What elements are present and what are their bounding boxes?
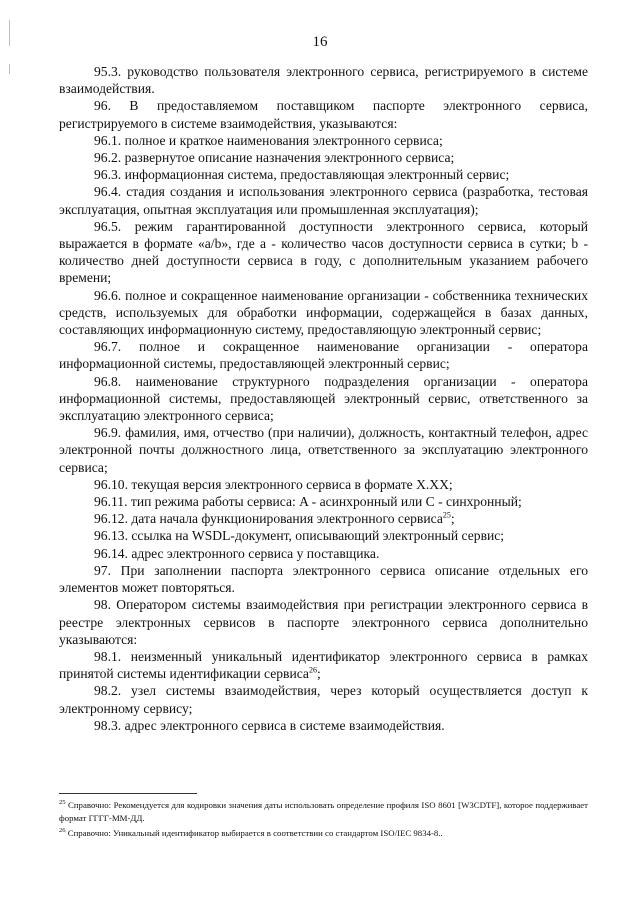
paragraph-text: 96.3. информационная система, предоставляющая электронный сервис;	[94, 167, 510, 183]
paragraph	[59, 149, 588, 166]
footnotes	[59, 799, 588, 843]
paragraph	[59, 424, 588, 476]
paragraph-text: 96.2. развернутое описание назначения электронного сервиса;	[94, 150, 455, 166]
footnote-separator	[59, 793, 197, 794]
paragraph	[59, 717, 588, 734]
footnote	[59, 799, 588, 824]
paragraph-text: 96.11. тип режима работы сервиса: A - асинхронный или C - синхронный;	[94, 494, 522, 510]
footnote-reference[interactable]: 26	[308, 665, 317, 675]
scan-margin-mark	[9, 64, 10, 74]
paragraph-tail: ;	[316, 666, 321, 682]
paragraph-text: 96.8. наименование структурного подразделения организации - оператора информационной системы, предоставляющей электронный сервис, ответственного за эксплуатацию электронного сервиса;	[59, 373, 588, 424]
paragraph-text: 97. При заполнении паспорта электронного сервиса описание отдельных его элементов может повторяться.	[59, 562, 588, 596]
paragraph-text: 96.1. полное и краткое наименования электронного сервиса;	[94, 132, 443, 148]
paragraph	[59, 527, 588, 544]
footnote	[59, 827, 588, 840]
paragraph	[59, 682, 588, 716]
paragraph	[59, 493, 588, 510]
footnote-mark: 26	[59, 827, 66, 835]
paragraph-text: 96.9. фамилия, имя, отчество (при наличии), должность, контактный телефон, адрес электронной почты должностного лица, ответственного за эксплуатацию электронного сервиса;	[59, 425, 588, 475]
paragraph	[59, 373, 588, 425]
paragraph-text: 96.6. полное и сокращенное наименование организации - собственника технических средств, используемых для обработки информации, содержащейся в базах данных, составляющих информационную систему, предоставляющую электронный сервис;	[59, 287, 588, 338]
document-body	[59, 63, 588, 734]
footnote-text: Справочно: Рекомендуется для кодировки значения даты использовать определение профиля ISO 8601 [W3CDTF], которое поддерживает формат ГГГГ-ММ-ДД.	[59, 800, 588, 823]
paragraph	[59, 648, 588, 682]
paragraph	[59, 338, 588, 372]
paragraph	[59, 183, 588, 217]
paragraph	[59, 63, 588, 97]
paragraph	[59, 218, 588, 287]
paragraph-text: 95.3. руководство пользователя электронного сервиса, регистрируемого в системе взаимодействия.	[59, 64, 588, 97]
paragraph	[59, 562, 588, 596]
footnote-mark: 25	[59, 799, 66, 807]
paragraph	[59, 97, 588, 131]
paragraph-text: 96.14. адрес электронного сервиса у поставщика.	[94, 545, 380, 561]
paragraph-text: 96.13. ссылка на WSDL-документ, описывающий электронный сервис;	[94, 528, 505, 544]
paragraph-text: 96.7. полное и сокращенное наименование организации - оператора информационной системы, предоставляющей электронный сервис;	[59, 339, 588, 372]
paragraph	[59, 596, 588, 648]
paragraph-text: 96.5. режим гарантированной доступности электронного сервиса, который выражается в формате «a/b», где a - количество часов доступности сервиса в сутки; b - количество дней доступности сервиса в году, с дополнительным указанием рабочего времени;	[59, 218, 588, 286]
footnote-text: Справочно: Уникальный идентификатор выбирается в соответствии со стандартом ISO/IEC 9834-8..	[65, 828, 443, 839]
paragraph	[59, 166, 588, 183]
paragraph-text: 96.12. дата начала функционирования электронного сервиса	[94, 511, 443, 527]
paragraph-text: 96. В предоставляемом поставщиком паспорте электронного сервиса, регистрируемого в системе взаимодействия, указываются:	[59, 98, 588, 131]
paragraph-text: 98. Оператором системы взаимодействия при регистрации электронного сервиса в реестре электронных сервисов в паспорте электронного сервиса дополнительно указываются:	[59, 597, 588, 647]
paragraph	[59, 287, 588, 339]
paragraph	[59, 545, 588, 562]
paragraph	[59, 132, 588, 149]
paragraph	[59, 476, 588, 493]
paragraph-text: 98.3. адрес электронного сервиса в системе взаимодействия.	[94, 717, 445, 733]
paragraph-text: 98.2. узел системы взаимодействия, через который осуществляется доступ к электронному сервису;	[59, 683, 588, 716]
footnote-reference[interactable]: 25	[442, 510, 451, 520]
paragraph-text: 96.10. текущая версия электронного сервиса в формате X.XX;	[94, 476, 453, 492]
paragraph-text: 96.4. стадия создания и использования электронного сервиса (разработка, тестовая эксплуатация, опытная эксплуатация или промышленная эксплуатация);	[59, 184, 588, 217]
paragraph-tail: ;	[450, 511, 455, 527]
paragraph	[59, 510, 588, 527]
page-number: 16	[312, 34, 328, 50]
paragraph-text: 98.1. неизменный уникальный идентификатор электронного сервиса в рамках принятой системы идентификации сервиса	[59, 648, 588, 682]
